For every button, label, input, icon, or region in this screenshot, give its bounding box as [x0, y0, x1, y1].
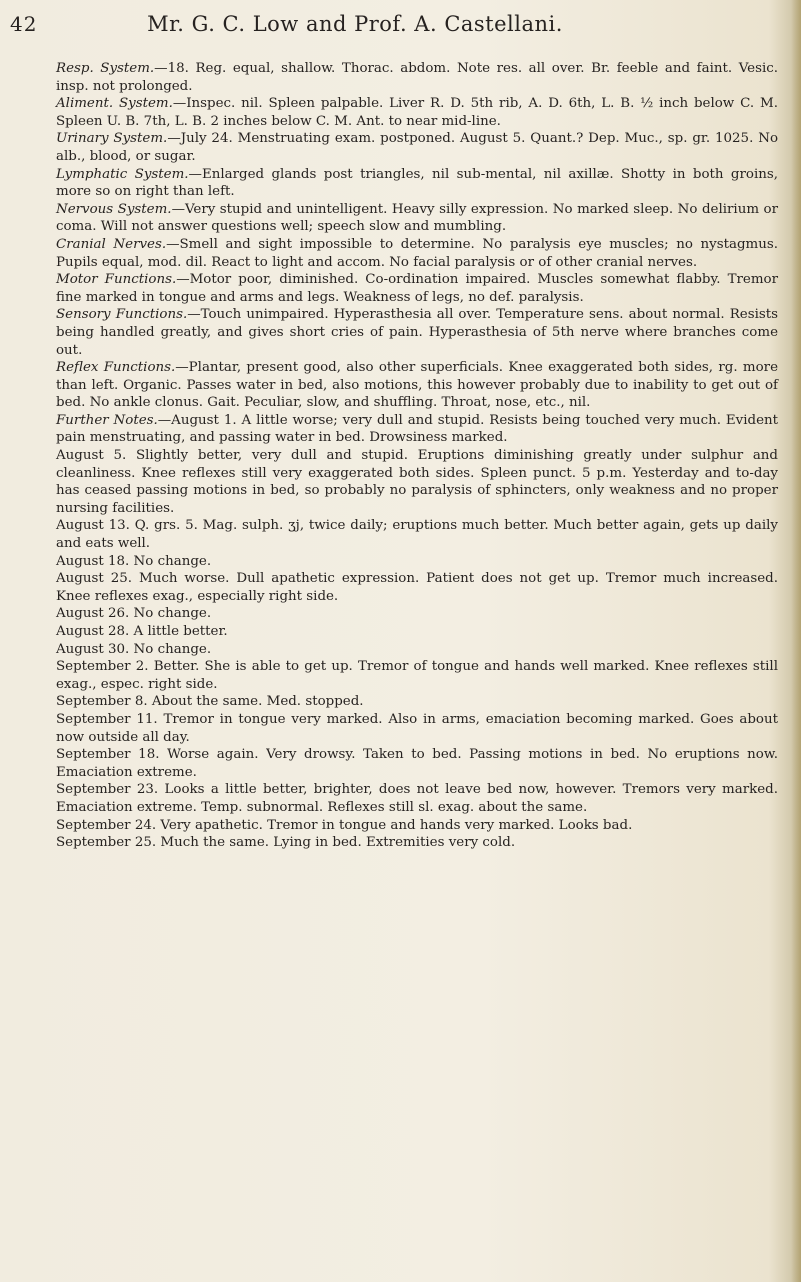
paragraph-text: —Touch unimpaired. Hyperasthesia all over. Temperature sens. about normal. Resists being handled greatly, and gives short cries of pain. Hyperasthesia of 5th nerve where branches come out.	[56, 307, 778, 358]
paragraph-text: —Very stupid and unintelligent. Heavy silly expression. No marked sleep. No delirium or coma. Will not answer questions well; speech slow and mumbling.	[56, 201, 778, 235]
diary-entry: September 8. About the same. Med. stopped.	[56, 694, 364, 710]
paragraph-lymphatic-system	[56, 166, 778, 201]
section-heading: Aliment. System.	[56, 96, 173, 112]
paragraph-text: —Enlarged glands post triangles, nil sub-mental, nil axillæ. Shotty in both groins, more so on right than left.	[56, 166, 779, 200]
paragraph-further-notes	[56, 412, 778, 447]
section-heading: Resp. System.	[56, 61, 155, 76]
paragraph-urinary-system	[56, 130, 778, 165]
section-heading: Further Notes.	[56, 412, 158, 428]
paragraph-aliment-system	[56, 95, 778, 130]
paragraph-nervous-system	[56, 201, 778, 236]
diary-entry: September 24. Very apathetic. Tremor in tongue and hands very marked. Looks bad.	[56, 817, 633, 833]
paragraph-text: —Motor poor, diminished. Co-ordination impaired. Muscles somewhat flabby. Tremor fine marked in tongue and arms and legs. Weakness of legs, no def. paralysis.	[56, 272, 778, 305]
diary-entry: August 30. No change.	[56, 641, 212, 657]
diary-entry: August 28. A little better.	[56, 624, 228, 639]
paragraph-cranial-nerves	[56, 236, 778, 271]
section-heading: Sensory Functions.	[56, 307, 188, 323]
diary-entry: September 11. Tremor in tongue very marked. Also in arms, emaciation becoming marked. Goes about now outside all day.	[56, 711, 778, 745]
paragraph-text: —Inspec. nil. Spleen palpable. Liver R. D. 5th rib, A. D. 6th, L. B. ½ inch below C. M. Spleen U. B. 7th, L. B. 2 inches below C. M. Ant. to near mid-line.	[56, 96, 778, 129]
section-heading: Urinary System.	[56, 131, 168, 147]
diary-entry: September 25. Much the same. Lying in bed. Extremities very cold.	[56, 835, 516, 851]
body-text	[56, 60, 778, 852]
page-edge	[791, 0, 801, 1282]
section-heading: Motor Functions.	[56, 272, 177, 288]
paragraph-motor-functions	[56, 271, 778, 306]
paragraph-text: —18. Reg. equal, shallow. Thorac. abdom. Note res. all over. Br. feeble and faint. Vesic. insp. not prolonged.	[56, 61, 778, 94]
paragraph-text: —Plantar, present good, also other superficials. Knee exaggerated both sides, rg. more than left. Organic. Passes water in bed, also motions, this however probably due to inability to get out of bed. No ankle clonus. Gait. Peculiar, slow, and shuffling. Throat, nose, etc., nil.	[56, 360, 778, 411]
page-number: 42	[10, 12, 38, 36]
paragraph-resp-system	[56, 60, 778, 95]
diary-entry: August 26. No change.	[56, 606, 212, 622]
diary-entry: August 18. No change.	[56, 553, 212, 569]
page-header	[10, 12, 700, 40]
diary-entry: September 23. Looks a little better, brighter, does not leave bed now, however. Tremors very marked. Emaciation extreme. Temp. subnormal. Reflexes still sl. exag. about the same.	[56, 782, 778, 815]
section-heading: Lymphatic System.	[56, 166, 189, 182]
section-heading: Nervous System.	[56, 201, 172, 217]
diary-entry: September 2. Better. She is able to get up. Tremor of tongue and hands well marked. Knee reflexes still exag., espec. right side.	[56, 659, 778, 692]
diary-entry: September 18. Worse again. Very drowsy. Taken to bed. Passing motions in bed. No eruptions now. Emaciation extreme.	[56, 747, 778, 780]
diary-entry: August 13. Q. grs. 5. Mag. sulph. ʒj, twice daily; eruptions much better. Much better again, gets up daily and eats well.	[56, 518, 778, 552]
paragraph-text: —July 24. Menstruating exam. postponed. August 5. Quant.? Dep. Muc., sp. gr. 1025. No alb., blood, or sugar.	[56, 131, 779, 164]
paragraph-text: —August 1. A little worse; very dull and stupid. Resists being touched very much. Evident pain menstruating, and passing water in bed. Drowsiness marked.	[56, 412, 779, 446]
paragraph-text: —Smell and sight impossible to determine. No paralysis eye muscles; no nystagmus. Pupils equal, mod. dil. React to light and accom. No facial paralysis or of other cranial nerves.	[56, 236, 778, 270]
paragraph-sensory-functions	[56, 306, 778, 359]
diary-entry: August 5. Slightly better, very dull and stupid. Eruptions diminishing greatly under sulphur and cleanliness. Knee reflexes still very exaggerated both sides. Spleen punct. 5 p.m. Yesterday and to-day has ceased passing motions in bed, so probably no paralysis of sphincters, only weakness and no proper nursing facilities.	[56, 448, 778, 516]
running-head: Mr. G. C. Low and Prof. A. Castellani.	[147, 12, 563, 36]
section-heading: Reflex Functions.	[56, 360, 176, 376]
diary-entry: August 25. Much worse. Dull apathetic expression. Patient does not get up. Tremor much increased. Knee reflexes exag., especially right side.	[56, 571, 778, 604]
paragraph-reflex-functions	[56, 359, 778, 412]
section-heading: Cranial Nerves.	[56, 236, 167, 252]
